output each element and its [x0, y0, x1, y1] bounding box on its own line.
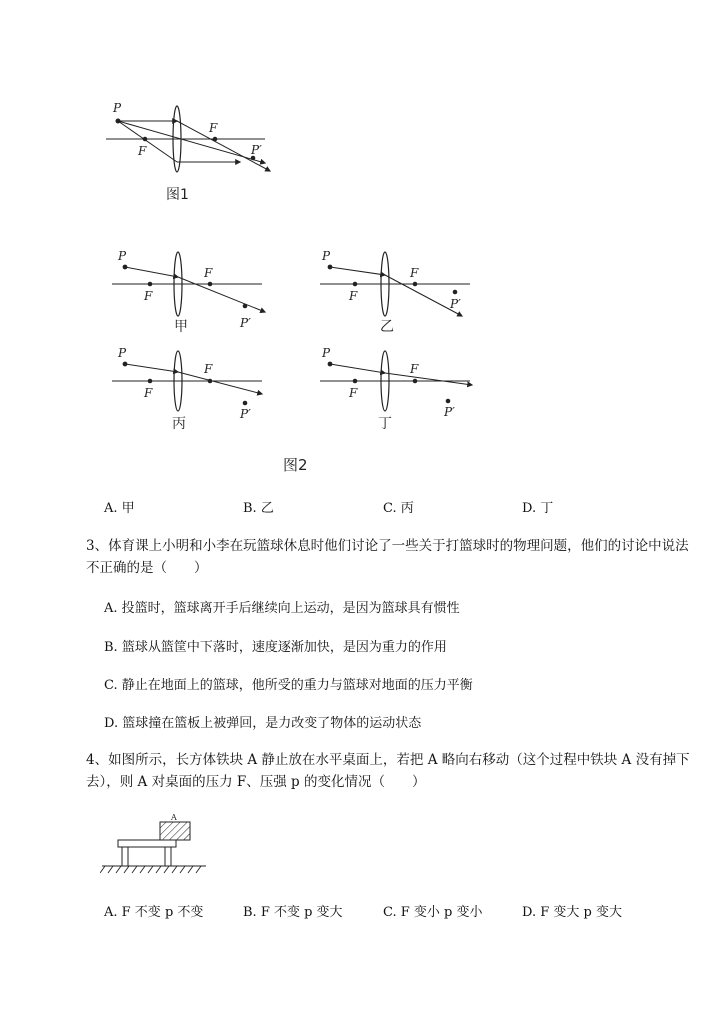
label-f-right: F — [209, 121, 218, 135]
label-f-left: F — [144, 289, 153, 303]
panel-yi — [320, 249, 470, 316]
panel-ding — [320, 346, 472, 419]
iron-block-a — [160, 822, 190, 840]
q2-option-a[interactable]: A. 甲 — [104, 501, 135, 516]
label-p-prime: P′ — [240, 316, 251, 330]
q3-option-c[interactable]: C. 静止在地面上的篮球，他所受的重力与篮球对地面的压力平衡 — [104, 678, 473, 693]
panel-jia — [112, 249, 265, 330]
table-leg-right — [165, 847, 171, 866]
label-p-prime: P′ — [251, 143, 262, 157]
q3-option-a[interactable]: A. 投篮时，篮球离开手后继续向上运动，是因为篮球具有惯性 — [104, 601, 460, 616]
q3-option-b[interactable]: B. 篮球从篮筐中下落时，速度逐渐加快，是因为重力的作用 — [104, 640, 447, 655]
label-f-right: F — [204, 362, 213, 376]
q3-stem-line2: 不正确的是（ ） — [86, 560, 208, 576]
label-f-left: F — [144, 386, 153, 400]
table-leg-left — [122, 847, 128, 866]
block-label-a: A — [171, 813, 177, 822]
panel-label-jia: 甲 — [174, 319, 188, 335]
label-p: P — [322, 249, 331, 263]
figure-1-caption: 图1 — [166, 187, 189, 203]
label-p: P — [113, 101, 122, 115]
q3-option-d[interactable]: D. 篮球撞在篮板上被弹回，是力改变了物体的运动状态 — [104, 716, 422, 731]
panel-label-bing: 丙 — [172, 416, 186, 432]
figure-2 — [100, 240, 490, 440]
panel-bing — [112, 346, 262, 421]
panel-label-ding: 丁 — [378, 416, 392, 432]
label-f-right: F — [410, 362, 419, 376]
q2-option-b[interactable]: B. 乙 — [243, 501, 274, 516]
q4-option-c[interactable]: C. F 变小 p 变小 — [383, 905, 483, 920]
label-f-right: F — [410, 266, 419, 280]
label-f-left: F — [349, 289, 358, 303]
label-p: P — [322, 346, 331, 360]
table-top — [118, 840, 176, 847]
label-p: P — [118, 249, 127, 263]
figure-2-caption: 图2 — [283, 456, 308, 474]
label-p-prime: P′ — [450, 297, 461, 311]
figure-table-block — [100, 810, 210, 880]
q4-option-d[interactable]: D. F 变大 p 变大 — [522, 905, 622, 920]
q4-stem-line2: 去），则 A 对桌面的压力 F、压强 p 的变化情况（ ） — [86, 774, 426, 790]
label-f-left: F — [138, 144, 147, 158]
q4-option-b[interactable]: B. F 不变 p 变大 — [243, 905, 343, 920]
q2-option-d[interactable]: D. 丁 — [522, 501, 554, 516]
q2-option-c[interactable]: C. 丙 — [383, 501, 414, 516]
q3-stem-line1: 3、体育课上小明和小李在玩篮球休息时他们讨论了一些关于打篮球时的物理问题，他们的讨论中说法 — [86, 538, 689, 554]
panel-label-yi: 乙 — [380, 319, 394, 335]
figure-1 — [100, 95, 280, 180]
label-p-prime: P′ — [240, 407, 251, 421]
q4-option-a[interactable]: A. F 不变 p 不变 — [104, 905, 204, 920]
label-f-left: F — [349, 386, 358, 400]
label-p-prime: P′ — [444, 405, 455, 419]
label-f-right: F — [204, 266, 213, 280]
label-p: P — [118, 346, 127, 360]
q4-stem-line1: 4、如图所示，长方体铁块 A 静止放在水平桌面上，若把 A 略向右移动（这个过程中铁块 A 没有掉下 — [86, 752, 690, 768]
ray-focus — [118, 121, 177, 162]
